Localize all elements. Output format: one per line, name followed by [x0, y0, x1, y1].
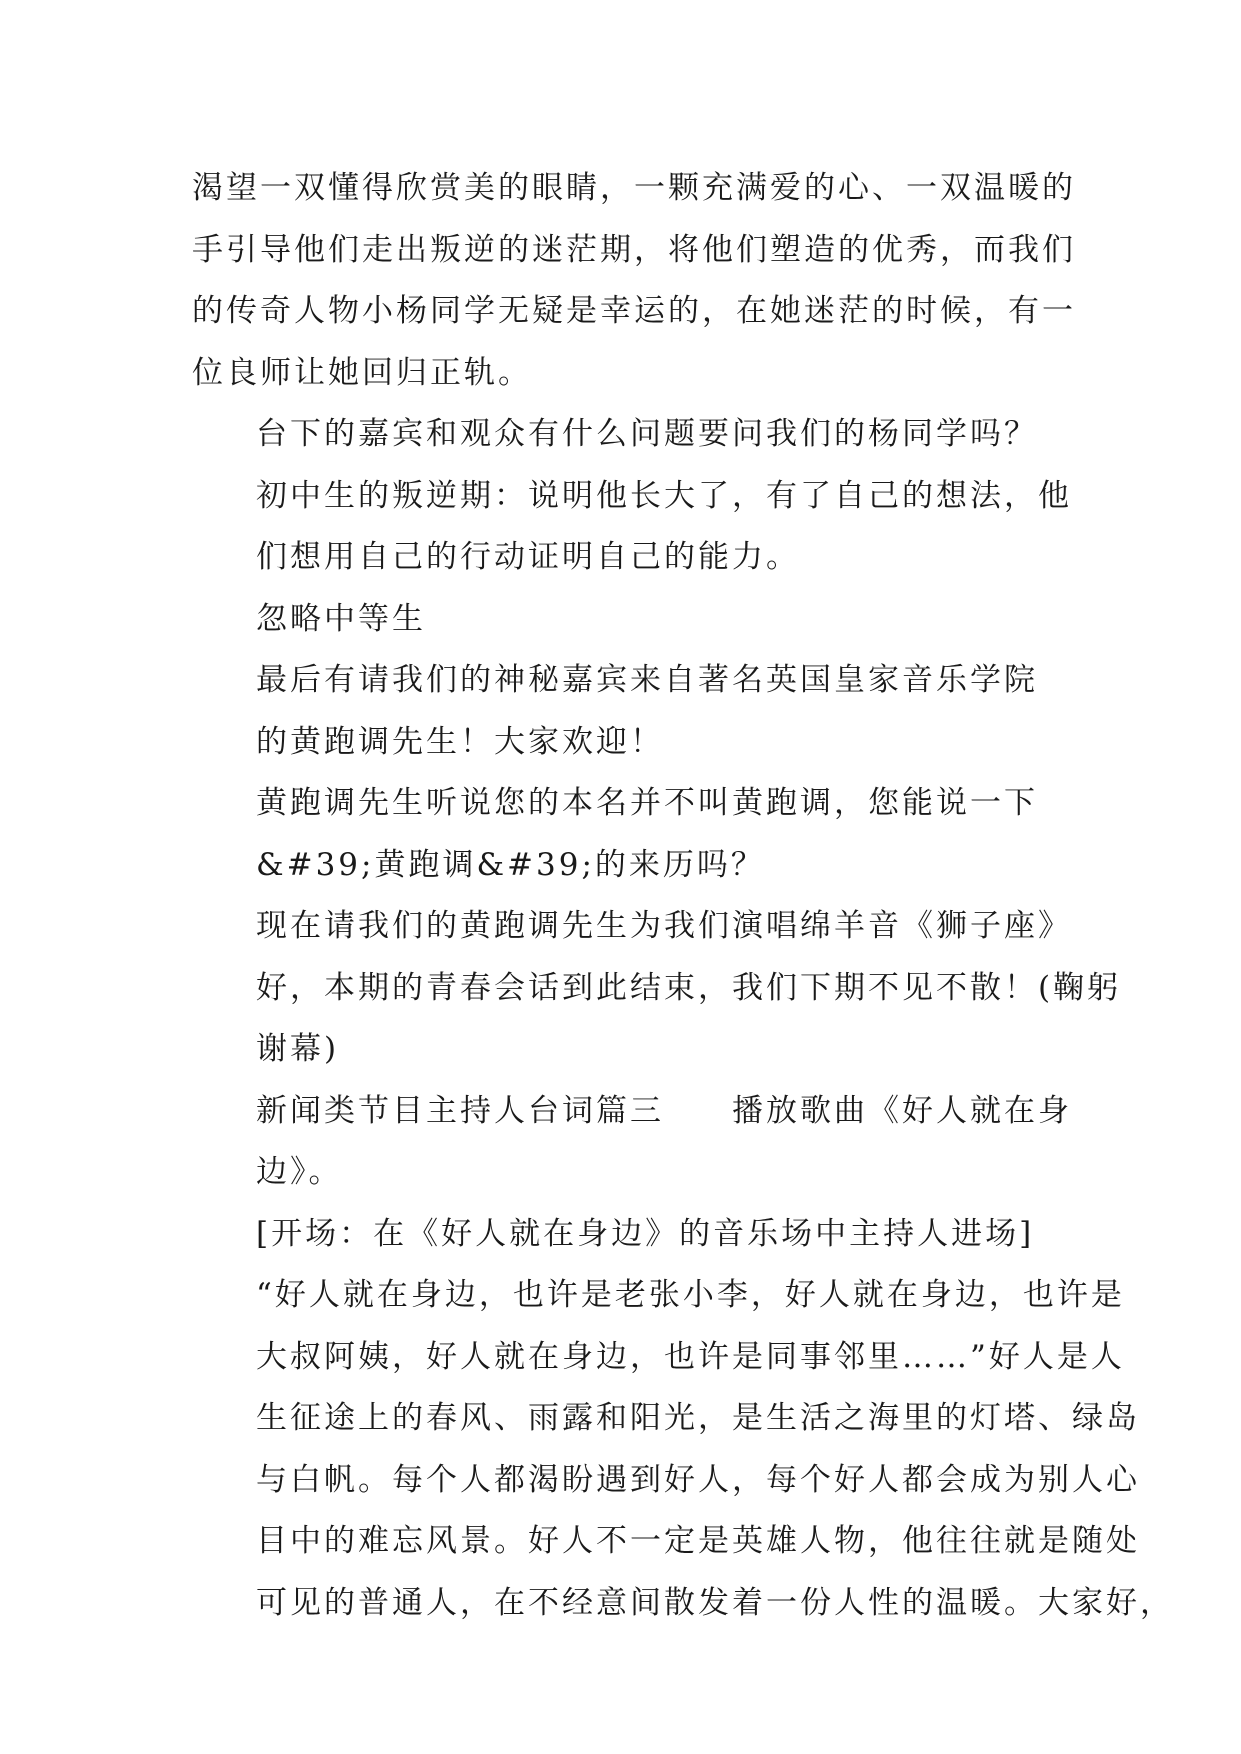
paragraph: [192, 1204, 1174, 1635]
text-line: 新闻类节目主持人台词篇三 播放歌曲《好人就在身: [256, 1092, 1072, 1129]
paragraph: [192, 466, 1072, 589]
text-line: 台下的嘉宾和观众有什么问题要问我们的杨同学吗？: [256, 416, 1038, 452]
paragraph: [192, 650, 1072, 773]
paragraph: [192, 896, 1122, 1081]
text-line: 谢幕): [256, 1031, 340, 1067]
text-line: 初中生的叛逆期：说明他长大了，有了自己的想法，他: [256, 477, 1072, 514]
text-line: 好，本期的青春会话到此结束，我们下期不见不散！(鞠躬: [256, 969, 1122, 1006]
text-line: 渴望一双懂得欣赏美的眼睛，一颗充满爱的心、一双温暖的: [192, 170, 1076, 206]
text-line: “好人就在身边，也许是老张小李，好人就在身边，也许是: [256, 1277, 1125, 1313]
text-line: 与白帆。每个人都渴盼遇到好人，每个好人都会成为别人心: [256, 1461, 1140, 1498]
text-line: 们想用自己的行动证明自己的能力。: [256, 539, 800, 575]
text-line: 的传奇人物小杨同学无疑是幸运的，在她迷茫的时候，有一: [192, 293, 1076, 329]
paragraph: [192, 1081, 1072, 1204]
text-line: 可见的普通人，在不经意间散发着一份人性的温暖。大家好，: [256, 1584, 1174, 1621]
text-line: 位良师让她回归正轨。: [192, 354, 532, 391]
text-line: &#39;黄跑调&#39;的来历吗？: [256, 846, 765, 883]
text-line: 目中的难忘风景。好人不一定是英雄人物，他往往就是随处: [256, 1523, 1140, 1559]
text-line: 生征途上的春风、雨露和阳光，是生活之海里的灯塔、绿岛: [256, 1400, 1140, 1436]
paragraph: [192, 404, 1072, 466]
text-line: [开场：在《好人就在身边》的音乐场中主持人进场]: [256, 1215, 1035, 1252]
text-line: 黄跑调先生听说您的本名并不叫黄跑调，您能说一下: [256, 785, 1038, 821]
paragraph: [192, 773, 1072, 896]
text-line: 的黄跑调先生！大家欢迎！: [256, 723, 664, 760]
text-line: 现在请我们的黄跑调先生为我们演唱绵羊音《狮子座》: [256, 908, 1072, 944]
document-page: [192, 158, 1174, 1634]
paragraph: [192, 589, 1072, 651]
text-line: 忽略中等生: [256, 600, 426, 637]
paragraph: [192, 158, 1076, 404]
text-line: 最后有请我们的神秘嘉宾来自著名英国皇家音乐学院: [256, 662, 1038, 698]
text-line: 手引导他们走出叛逆的迷茫期，将他们塑造的优秀，而我们: [192, 231, 1076, 268]
text-line: 大叔阿姨，好人就在身边，也许是同事邻里……”好人是人: [256, 1338, 1125, 1375]
text-line: 边》。: [256, 1154, 343, 1190]
